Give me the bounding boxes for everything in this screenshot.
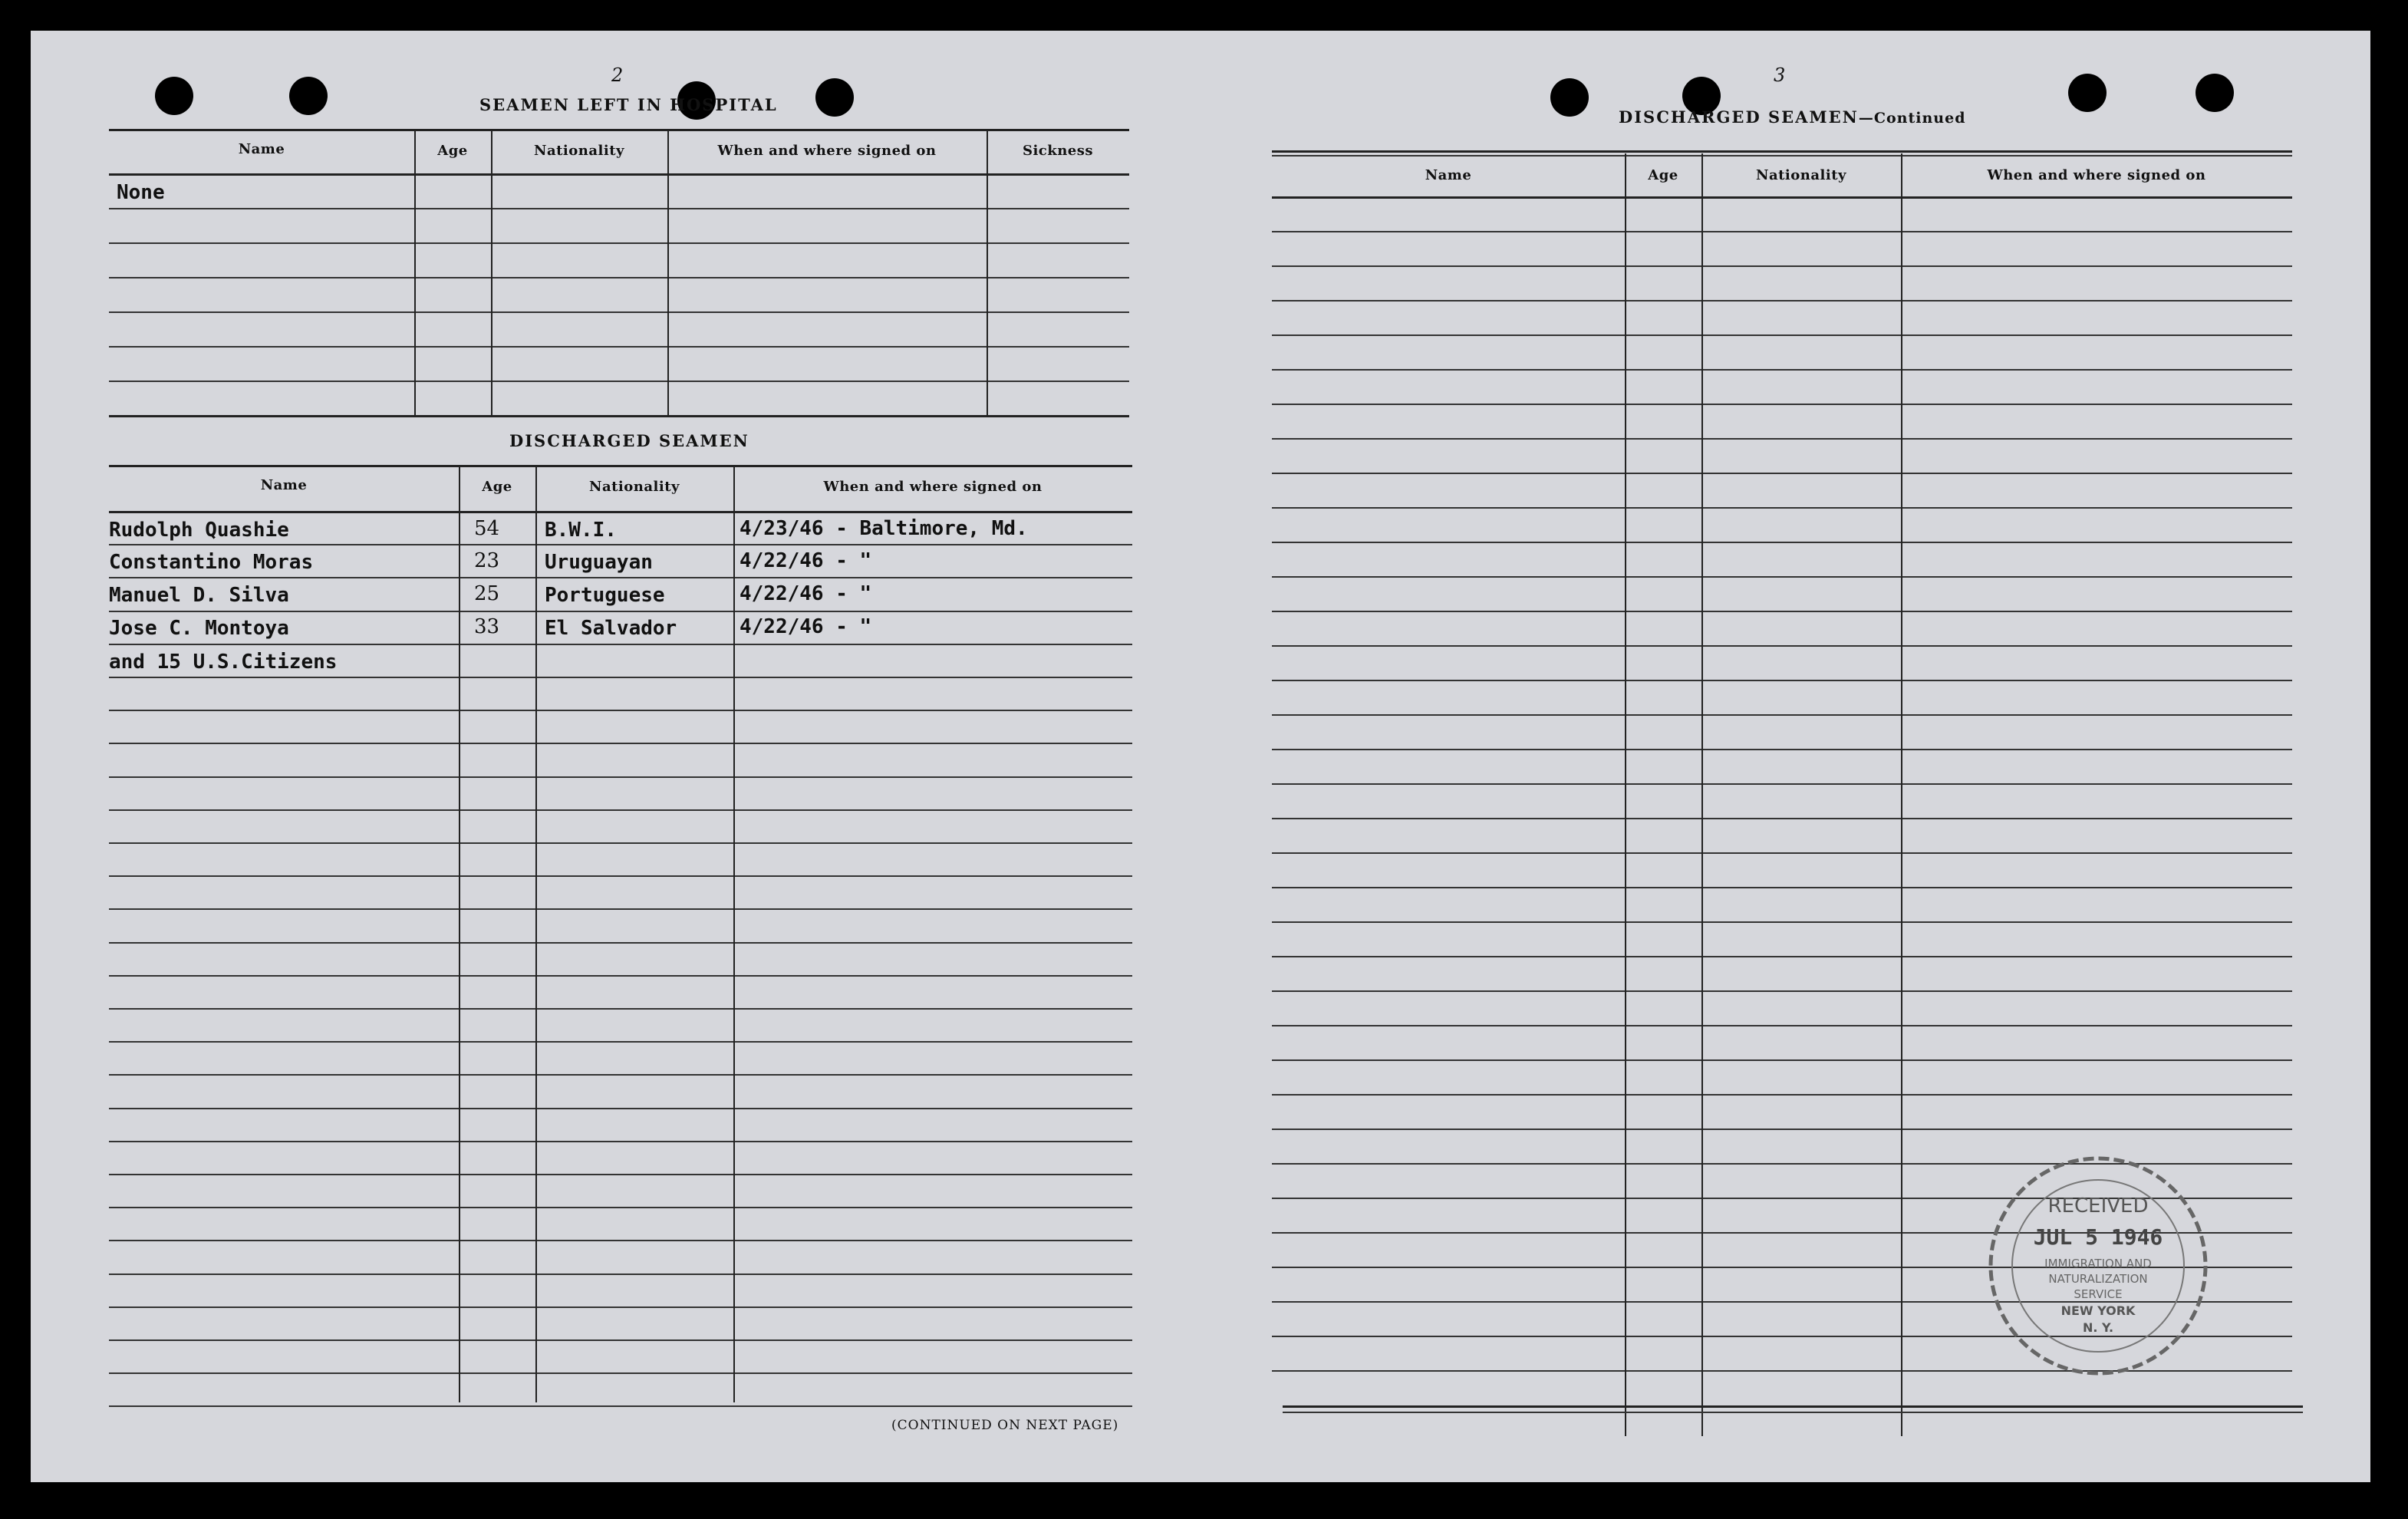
discharged-row-age: 33 xyxy=(474,615,500,638)
received-stamp xyxy=(1983,1151,2213,1381)
right-section-title-text: DISCHARGED SEAMEN xyxy=(1619,107,1859,127)
row-rule xyxy=(1272,852,2292,854)
row-rule xyxy=(1272,1129,2292,1130)
row-rule xyxy=(109,1274,1132,1275)
hospital-header-nationality: Nationality xyxy=(534,143,624,159)
discharged-row-name: and 15 U.S.Citizens xyxy=(109,651,338,674)
stamp-line-1: RECEIVED xyxy=(2047,1194,2149,1218)
discharged-section-title: DISCHARGED SEAMEN xyxy=(509,431,749,450)
row-rule xyxy=(109,242,1129,244)
discharged-header-name: Name xyxy=(260,477,308,493)
discharged-header-age: Age xyxy=(482,479,512,495)
right-header-age: Age xyxy=(1648,167,1678,183)
row-rule xyxy=(1272,369,2292,371)
discharged-row-signed-on: 4/22/46 - " xyxy=(740,582,872,605)
row-rule xyxy=(109,1306,1132,1308)
row-rule xyxy=(109,381,1129,382)
row-rule xyxy=(109,942,1132,944)
row-rule xyxy=(1272,783,2292,785)
row-rule xyxy=(109,842,1132,844)
col-divider xyxy=(987,129,988,415)
discharged-header-rule xyxy=(109,511,1132,513)
row-rule xyxy=(1272,611,2292,612)
right-bottom-rule xyxy=(1283,1405,2303,1408)
punch-hole xyxy=(815,78,854,117)
hospital-section-title: SEAMEN LEFT IN HOSPITAL xyxy=(479,95,778,114)
row-rule xyxy=(109,975,1132,977)
row-rule xyxy=(109,277,1129,278)
stamp-line-3: IMMIGRATION AND xyxy=(2044,1257,2152,1270)
right-header-name: Name xyxy=(1425,167,1472,183)
right-section-title xyxy=(1619,107,1966,127)
row-rule xyxy=(1272,334,2292,336)
row-rule xyxy=(1272,507,2292,509)
col-divider xyxy=(1625,153,1626,1436)
row-rule xyxy=(109,1108,1132,1109)
row-rule xyxy=(109,1141,1132,1142)
row-rule xyxy=(109,1074,1132,1076)
col-divider xyxy=(491,129,492,415)
col-divider xyxy=(535,465,537,1402)
row-rule xyxy=(1272,1059,2292,1061)
row-rule xyxy=(1272,818,2292,819)
row-rule xyxy=(109,677,1132,678)
hospital-bottom-rule xyxy=(109,415,1129,417)
row-rule xyxy=(109,1174,1132,1175)
punch-hole xyxy=(1550,78,1589,117)
col-divider xyxy=(459,465,460,1402)
row-rule xyxy=(1272,300,2292,301)
punch-hole xyxy=(2196,74,2234,112)
document-sheet xyxy=(31,31,2370,1482)
row-rule xyxy=(1272,576,2292,578)
discharged-row-nationality: B.W.I. xyxy=(545,519,617,542)
row-rule xyxy=(1272,749,2292,750)
row-rule xyxy=(109,346,1129,348)
discharged-row-name: Manuel D. Silva xyxy=(109,584,289,607)
col-divider xyxy=(414,129,416,415)
row-rule xyxy=(1272,231,2292,232)
right-header-nationality: Nationality xyxy=(1756,167,1846,183)
right-bottom-rule-2 xyxy=(1283,1412,2303,1413)
continued-note: (CONTINUED ON NEXT PAGE) xyxy=(891,1418,1119,1433)
row-rule xyxy=(109,1240,1132,1241)
row-rule xyxy=(1272,990,2292,992)
left-page-number: 2 xyxy=(611,64,624,86)
row-rule xyxy=(1272,265,2292,267)
row-rule xyxy=(1272,921,2292,923)
discharged-row-age: 54 xyxy=(474,517,500,540)
col-divider xyxy=(1901,153,1902,1436)
row-rule xyxy=(109,1207,1132,1208)
row-rule xyxy=(109,1405,1132,1407)
discharged-row-nationality: Uruguayan xyxy=(545,551,653,574)
row-rule xyxy=(109,1008,1132,1010)
row-rule xyxy=(1272,956,2292,957)
row-rule xyxy=(109,710,1132,711)
row-rule xyxy=(109,743,1132,744)
row-rule xyxy=(109,311,1129,313)
row-rule xyxy=(1272,404,2292,405)
punch-hole xyxy=(289,77,328,115)
hospital-row-name: None xyxy=(117,181,165,204)
row-rule xyxy=(1272,438,2292,440)
row-rule xyxy=(1272,1094,2292,1096)
row-rule xyxy=(109,1372,1132,1374)
right-section-title-suffix: —Continued xyxy=(1858,110,1966,127)
row-rule xyxy=(1272,645,2292,647)
right-header-rule xyxy=(1272,196,2292,199)
discharged-row-nationality: Portuguese xyxy=(545,584,665,607)
discharged-top-rule xyxy=(109,465,1132,467)
row-rule xyxy=(1272,887,2292,888)
punch-hole xyxy=(2068,74,2107,112)
discharged-row-signed-on: 4/22/46 - " xyxy=(740,549,872,572)
right-top-rule-2 xyxy=(1272,155,2292,157)
row-rule xyxy=(1272,542,2292,543)
row-rule xyxy=(1272,473,2292,474)
discharged-row-age: 25 xyxy=(474,582,500,605)
right-page-number: 3 xyxy=(1774,64,1786,86)
stamp-line-6: NEW YORK xyxy=(2060,1303,2136,1318)
discharged-row-signed-on: 4/22/46 - " xyxy=(740,615,872,638)
row-rule xyxy=(109,776,1132,778)
discharged-row-nationality: El Salvador xyxy=(545,617,677,640)
hospital-header-rule xyxy=(109,173,1129,176)
hospital-top-rule xyxy=(109,129,1129,131)
stamp-line-4: NATURALIZATION xyxy=(2048,1272,2148,1286)
col-divider xyxy=(733,465,735,1402)
discharged-row-name: Jose C. Montoya xyxy=(109,617,289,640)
discharged-row-signed-on: 4/23/46 - Baltimore, Md. xyxy=(740,517,1028,540)
stamp-line-7: N. Y. xyxy=(2082,1320,2114,1335)
row-rule xyxy=(109,875,1132,877)
right-header-signed-on: When and where signed on xyxy=(1987,167,2206,183)
row-rule xyxy=(109,544,1132,545)
right-top-rule xyxy=(1272,150,2292,153)
stamp-line-5: SERVICE xyxy=(2074,1287,2123,1301)
row-rule xyxy=(109,908,1132,910)
row-rule xyxy=(1272,1025,2292,1026)
hospital-header-age: Age xyxy=(437,143,468,159)
hospital-header-signed-on: When and where signed on xyxy=(717,143,937,159)
row-rule xyxy=(109,1339,1132,1341)
hospital-header-sickness: Sickness xyxy=(1022,143,1094,159)
hospital-header-name: Name xyxy=(238,141,285,157)
row-rule xyxy=(109,809,1132,811)
row-rule xyxy=(1272,714,2292,716)
discharged-header-nationality: Nationality xyxy=(589,479,680,495)
discharged-row-name: Constantino Moras xyxy=(109,551,314,574)
discharged-row-name: Rudolph Quashie xyxy=(109,519,289,542)
row-rule xyxy=(109,208,1129,209)
discharged-row-age: 23 xyxy=(474,549,500,572)
col-divider xyxy=(667,129,669,415)
row-rule xyxy=(1272,680,2292,681)
row-rule xyxy=(109,1041,1132,1043)
col-divider xyxy=(1701,153,1703,1436)
punch-hole xyxy=(155,77,193,115)
discharged-header-signed-on: When and where signed on xyxy=(823,479,1043,495)
row-rule xyxy=(109,644,1132,645)
row-rule xyxy=(109,577,1132,578)
row-rule xyxy=(109,611,1132,612)
stamp-date: JUL 5 1946 xyxy=(2033,1224,2163,1250)
